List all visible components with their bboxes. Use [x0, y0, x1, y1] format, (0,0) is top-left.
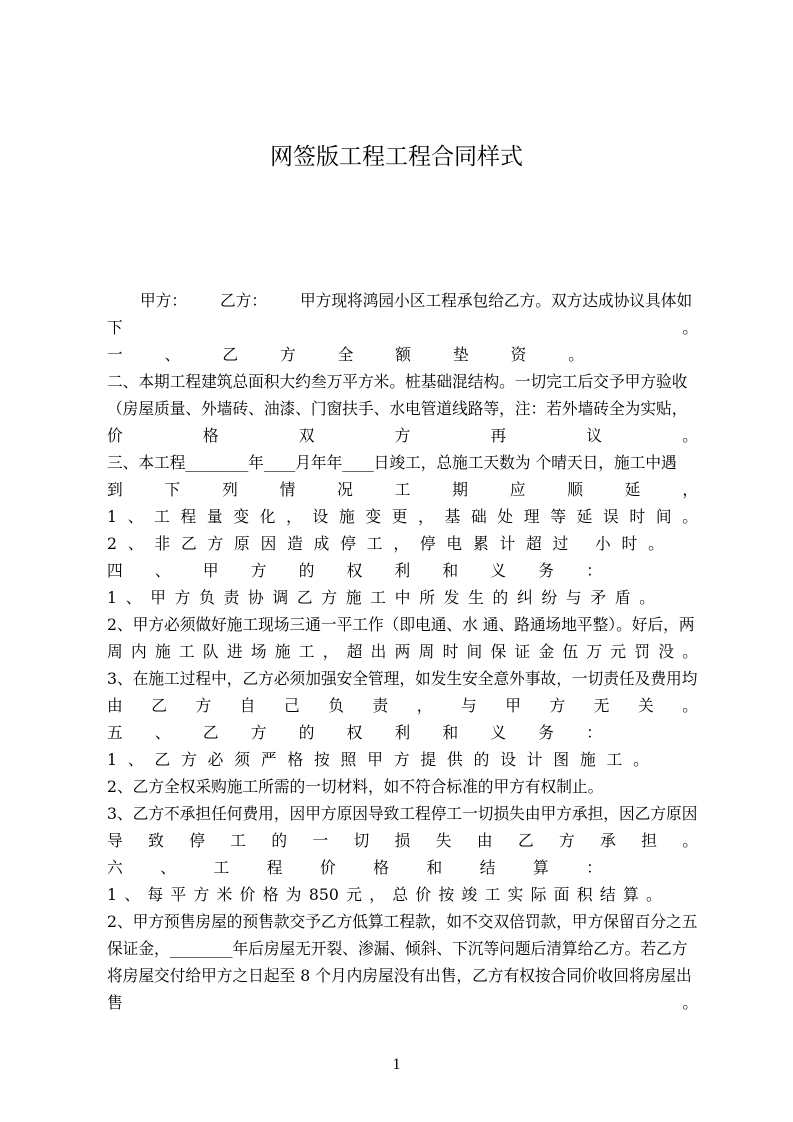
clause-line: 2、甲方必须做好施工现场三通一平工作（即电通、水 通、路通场地平整）。好后，两	[107, 615, 695, 634]
line-char: 停	[419, 534, 436, 553]
line-char: 程	[180, 507, 197, 526]
line-char: 。	[682, 507, 698, 526]
line-char: 。	[682, 642, 698, 661]
line-char: 时	[621, 534, 638, 553]
line-char: 原	[234, 534, 250, 553]
line-char: ，	[322, 642, 339, 661]
line-char: 小	[595, 534, 611, 553]
line-char: 利	[394, 723, 411, 742]
clause-line: 将房屋交付给甲方之日起至 8 个月内房屋没有出售，乙方有权按合同价收回将房屋出	[107, 966, 692, 985]
line-char: 平	[170, 885, 187, 904]
line-char: 图	[553, 750, 570, 769]
line-char: ，	[682, 480, 698, 499]
line-char: 变	[233, 507, 250, 526]
line-char: 方	[321, 588, 338, 607]
line-char: 期	[452, 480, 468, 499]
line-char: 格	[373, 858, 389, 877]
section-heading-party-a-rights	[107, 557, 602, 584]
document-title: 网签版工程工程合同样式	[270, 144, 523, 170]
line-char: 、	[160, 858, 176, 877]
line-char: 方	[279, 345, 296, 364]
clause-line	[107, 638, 698, 665]
section-heading-advance-funding	[107, 341, 584, 368]
line-char: 到	[107, 480, 123, 499]
line-char: ，	[418, 507, 434, 526]
line-char: 方	[250, 561, 267, 580]
line-char: 、	[127, 507, 144, 526]
clause-line: 3、乙方不承担任何费用，因甲方原因导致工程停工一切损失由甲方承担，因乙方原因	[107, 804, 698, 823]
line-char: 停	[340, 534, 356, 553]
line-char: 。	[682, 696, 698, 715]
line-char: 资	[510, 345, 527, 364]
line-char: 、	[127, 750, 144, 769]
line-char: 工	[178, 642, 195, 661]
line-char: 等	[550, 507, 566, 526]
line-char: 米	[216, 885, 233, 904]
line-char: 1	[107, 507, 117, 526]
line-char: 结	[599, 885, 616, 904]
line-char: 矛	[590, 588, 607, 607]
line-char: 非	[154, 534, 171, 553]
line-char: 、	[154, 561, 171, 580]
line-char: 一	[312, 831, 329, 850]
line-char: 供	[447, 750, 463, 769]
line-char: 与	[461, 696, 477, 715]
line-char: 列	[222, 480, 238, 499]
line-char: 工	[213, 858, 230, 877]
line-char: 。	[682, 318, 698, 337]
line-char: 础	[470, 507, 487, 526]
line-char: 周	[418, 642, 435, 661]
line-char: 、	[124, 885, 141, 904]
line-char: 价	[107, 426, 123, 445]
line-char: 程	[266, 858, 283, 877]
line-char: 每	[147, 885, 164, 904]
line-char: 况	[337, 480, 353, 499]
line-char: 化	[259, 507, 276, 526]
intro-line	[107, 287, 698, 314]
line-char: 、	[164, 345, 181, 364]
line-char: 施	[345, 588, 362, 607]
line-char: 证	[514, 642, 531, 661]
line-char: 情	[279, 480, 296, 499]
line-char: 义	[490, 723, 507, 742]
line-char: 、	[127, 534, 144, 553]
line-char: 中	[394, 588, 411, 607]
line-char: 生	[468, 588, 484, 607]
line-char: 。	[682, 831, 698, 850]
line-char: 方	[195, 696, 212, 715]
line-char: 工	[154, 507, 170, 526]
line-char: 价	[320, 858, 336, 877]
line-char: 利	[394, 561, 411, 580]
line-char: 1	[107, 750, 117, 769]
line-char: 方	[394, 426, 411, 445]
line-char: 工	[366, 534, 383, 553]
line-char: ，	[416, 696, 433, 715]
line-char: 超	[346, 642, 363, 661]
line-char: 四	[107, 561, 123, 580]
line-char: 因	[260, 534, 277, 553]
line-char: 罚	[634, 642, 650, 661]
line-char: 由	[476, 831, 493, 850]
line-char: 权	[346, 561, 363, 580]
clause-line: 保证金，________年后房屋无开裂、渗漏、倾斜、下沉等问题后清算给乙方。若乙方	[107, 939, 688, 958]
line-char: 积	[576, 885, 593, 904]
line-char: ：	[586, 858, 602, 877]
page-number: 1	[392, 1056, 401, 1073]
line-char: 一	[107, 345, 123, 364]
line-char: 。	[682, 426, 698, 445]
line-char: 发	[443, 588, 460, 607]
line-char: 和	[426, 858, 443, 877]
line-char: 切	[353, 831, 370, 850]
clause-line	[107, 881, 662, 908]
line-char: 时	[629, 507, 646, 526]
line-char: 务	[538, 723, 554, 742]
line-char: 格	[262, 885, 279, 904]
line-char: 计	[526, 750, 543, 769]
line-char: 致	[148, 831, 164, 850]
line-char: 超	[526, 534, 542, 553]
line-char: 为	[285, 885, 302, 904]
line-char: 元	[610, 642, 627, 661]
line-char: 方	[559, 831, 575, 850]
line-char: 计	[499, 534, 516, 553]
line-char: 量	[206, 507, 223, 526]
line-char: 和	[442, 561, 459, 580]
line-char: 下	[164, 480, 181, 499]
line-char: 施	[274, 642, 291, 661]
line-char: 方	[393, 750, 410, 769]
line-char: 额	[395, 345, 411, 364]
line-char: 时	[442, 642, 459, 661]
line-char: 间	[655, 507, 672, 526]
line-char: ，	[369, 885, 385, 904]
clause-line: 2、甲方预售房屋的预售款交予乙方低算工程款，如不交双倍罚款，甲方保留百分之五	[107, 912, 698, 931]
line-char: 纠	[517, 588, 533, 607]
line-char: 队	[202, 642, 219, 661]
line-char: 间	[466, 642, 483, 661]
line-char: 没	[658, 642, 674, 661]
party-a-label: 甲方：	[140, 291, 188, 310]
line-char: 纷	[541, 588, 558, 607]
clause-line	[107, 827, 698, 854]
line-char: 方	[181, 750, 197, 769]
line-char: 金	[538, 642, 555, 661]
line-char: 的	[271, 831, 288, 850]
line-char: 理	[523, 507, 540, 526]
line-char: 施	[338, 507, 355, 526]
line-char: 提	[420, 750, 437, 769]
clause-line: 二、本期工程建筑总面积大约叁万平方米。桩基础混结构。一切完工后交予甲方验收	[107, 372, 688, 391]
line-char: 设	[312, 507, 329, 526]
line-char: 价	[415, 885, 432, 904]
line-char: 延	[624, 480, 641, 499]
clause-line	[107, 530, 664, 557]
line-char: 损	[394, 831, 411, 850]
line-char: 延	[576, 507, 593, 526]
line-char: 按	[314, 750, 330, 769]
intro-line-continuation	[107, 314, 698, 341]
line-char: 、	[125, 588, 142, 607]
line-char: ：	[586, 561, 602, 580]
line-char: 1	[107, 885, 117, 904]
line-char: 导	[107, 831, 123, 850]
line-char: 必	[207, 750, 224, 769]
line-char: 工	[394, 480, 411, 499]
line-char: 乙	[151, 696, 167, 715]
line-char: 结	[479, 858, 496, 877]
line-char: 调	[272, 588, 289, 607]
line-char: 算	[533, 858, 549, 877]
line-char: 造	[287, 534, 303, 553]
line-char: 售	[107, 993, 123, 1012]
line-char: 协	[248, 588, 264, 607]
line-char: 方	[207, 534, 224, 553]
line-char: 甲	[150, 588, 166, 607]
line-char: 算	[622, 885, 639, 904]
line-char: 格	[287, 750, 304, 769]
line-char: 设	[500, 750, 516, 769]
line-char: 务	[538, 561, 554, 580]
line-char: 际	[530, 885, 547, 904]
line-char: 甲	[202, 561, 219, 580]
line-char: 关	[638, 696, 654, 715]
line-char: 自	[239, 696, 256, 715]
line-char: 格	[202, 426, 219, 445]
line-char: 议	[586, 426, 603, 445]
line-char: 电	[446, 534, 463, 553]
line-char: 工	[484, 885, 501, 904]
line-char: 2	[107, 534, 117, 553]
line-char: 工	[298, 642, 315, 661]
line-char: 按	[438, 885, 455, 904]
line-char: 实	[507, 885, 524, 904]
line-char: 责	[223, 588, 240, 607]
line-char: 。	[633, 750, 649, 769]
line-char: 责	[372, 696, 389, 715]
line-char: 垫	[452, 345, 469, 364]
line-char: 出	[370, 642, 387, 661]
line-char: 工	[230, 831, 246, 850]
line-char: 双	[298, 426, 315, 445]
contract-body	[107, 287, 698, 1016]
line-char: 。	[639, 588, 655, 607]
line-char: 累	[472, 534, 489, 553]
line-char: 乙	[296, 588, 313, 607]
clause-line	[107, 476, 698, 503]
line-char: 乙	[222, 345, 238, 364]
line-char: 权	[346, 723, 363, 742]
line-char: 的	[298, 723, 315, 742]
line-char: 五	[107, 723, 123, 742]
line-char: 。	[648, 534, 664, 553]
line-char: 过	[552, 534, 569, 553]
clause-line: 2、乙方全权采购施工所需的一切材料，如不符合标准的甲方有权制止。	[107, 777, 604, 796]
line-char: 和	[442, 723, 459, 742]
clause-line	[107, 692, 698, 719]
clause-line	[107, 422, 698, 449]
line-char: 再	[490, 426, 507, 445]
line-char: 全	[337, 345, 354, 364]
line-char: 义	[490, 561, 507, 580]
line-char: 的	[298, 561, 315, 580]
clause-line	[107, 584, 655, 611]
line-char: 基	[444, 507, 461, 526]
line-char: 六	[107, 858, 123, 877]
line-char: 乙	[517, 831, 534, 850]
line-char: 。	[682, 993, 698, 1012]
line-char: 元	[346, 885, 362, 904]
line-char: 乙	[154, 750, 171, 769]
line-char: ：	[586, 723, 602, 742]
line-char: 、	[154, 723, 171, 742]
line-char: 变	[365, 507, 382, 526]
line-char: 方	[174, 588, 191, 607]
line-char: 与	[565, 588, 582, 607]
line-char: 1	[107, 588, 117, 607]
line-char: 方	[193, 885, 210, 904]
clause-line	[107, 989, 698, 1016]
line-char: 甲	[367, 750, 383, 769]
line-char: 伍	[562, 642, 579, 661]
line-char: 价	[239, 885, 256, 904]
line-char: 己	[284, 696, 300, 715]
line-char: 施	[579, 750, 596, 769]
line-char: 进	[226, 642, 243, 661]
line-char: 乙	[180, 534, 197, 553]
line-char: 所	[419, 588, 435, 607]
line-char: 内	[130, 642, 147, 661]
line-char: 负	[328, 696, 344, 715]
line-char: 。	[646, 885, 662, 904]
clause-line: 3、在施工过程中，乙方必须加强安全管理，如发生安全意外事故，一切责任及费用均	[107, 669, 698, 688]
line-char: 工	[370, 588, 386, 607]
line-char: 承	[600, 831, 616, 850]
intro-text: 甲方现将鸿园小区工程承包给乙方。双方达成协议具体如	[300, 291, 693, 310]
line-char: 施	[154, 642, 171, 661]
clause-line	[107, 503, 698, 530]
section-heading-price-settlement	[107, 854, 602, 881]
line-char	[579, 530, 584, 557]
line-char: 下	[107, 318, 123, 337]
clause-line: 三、本工程________年____月年年____日竣工，总施工天数为 个晴天日，施工中遇	[107, 453, 677, 472]
line-char: 保	[490, 642, 507, 661]
line-char: 误	[603, 507, 619, 526]
line-char: 两	[394, 642, 411, 661]
section-heading-party-b-rights	[107, 719, 602, 746]
line-char: ，	[286, 507, 302, 526]
line-char: 。	[568, 345, 584, 364]
line-char: 由	[107, 696, 123, 715]
line-char: 处	[497, 507, 514, 526]
line-char: 方	[549, 696, 566, 715]
line-char: 方	[250, 723, 267, 742]
line-char: 850	[308, 885, 339, 904]
clause-line: （房屋质量、外墙砖、油漆、门窗扶手、水电管道线路等，注：若外墙砖全为实贴，	[107, 399, 688, 418]
line-char: 照	[340, 750, 357, 769]
line-char: ，	[393, 534, 409, 553]
line-char: 成	[313, 534, 330, 553]
line-char: 甲	[505, 696, 521, 715]
line-char: 的	[473, 750, 490, 769]
line-char: 负	[199, 588, 215, 607]
line-char: 周	[107, 642, 123, 661]
line-char: 顺	[567, 480, 583, 499]
party-b-label: 乙方：	[220, 291, 268, 310]
line-char: 工	[606, 750, 623, 769]
line-char: 须	[234, 750, 250, 769]
line-char: 严	[260, 750, 277, 769]
line-char: 场	[250, 642, 267, 661]
line-char: 更	[391, 507, 408, 526]
clause-line	[107, 746, 649, 773]
line-char: 无	[593, 696, 610, 715]
line-char: 乙	[202, 723, 219, 742]
line-char: 竣	[461, 885, 478, 904]
line-char: 失	[435, 831, 452, 850]
line-char: 万	[586, 642, 603, 661]
line-char: 盾	[614, 588, 631, 607]
line-char: 面	[553, 885, 570, 904]
line-char: 应	[509, 480, 526, 499]
line-char: 停	[189, 831, 205, 850]
line-char: 总	[392, 885, 408, 904]
line-char: 担	[641, 831, 657, 850]
line-char: 的	[492, 588, 509, 607]
